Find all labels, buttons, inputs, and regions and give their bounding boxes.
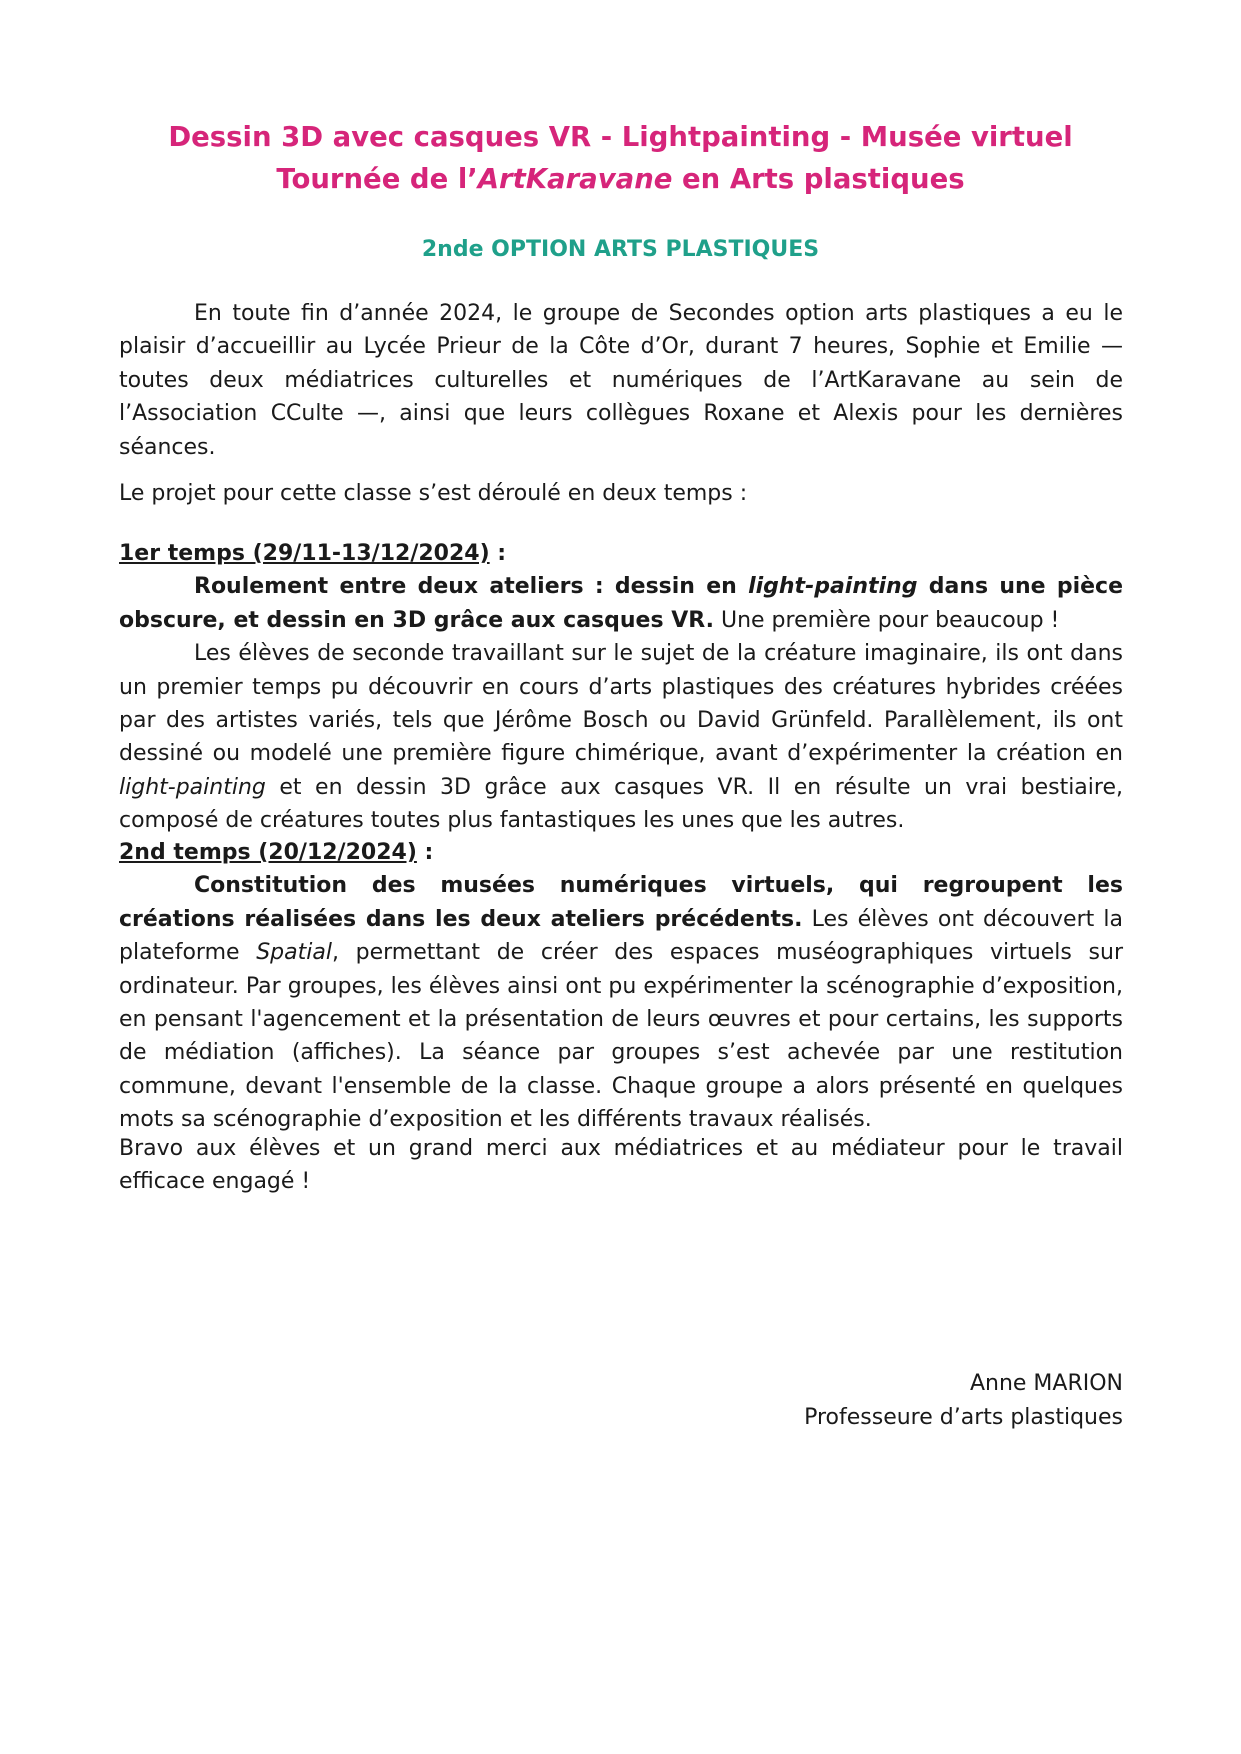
- part1-paragraph-1: [119, 570, 1123, 637]
- intro-section: [119, 297, 1123, 464]
- part2-rest: , permettant de créer des espaces muséographiques virtuels sur ordinateur. Par groupes, les élèves ainsi ont pu expérimenter la scénographie d’exposition, en pensant l'agencement et la présentation de leurs œuvres et pour certains, les supports de médiation (affiches). La séance par groupes s’est achevée par une restitution commune, devant l'ensemble de la classe. Chaque groupe a alors présenté en quelques mots sa scénographie d’exposition et les différents travaux réalisés.: [119, 940, 1123, 1133]
- part2-heading-suffix: :: [416, 840, 434, 865]
- part1-heading-text: 1er temps (29/11-13/12/2024): [119, 541, 490, 566]
- part2-section: [119, 836, 1123, 1137]
- part1-p2-italic: light-painting: [119, 774, 266, 800]
- project-intro-section: [119, 477, 1123, 510]
- title-line-2-post: en Arts plastiques: [672, 163, 965, 195]
- signature-block: [804, 1367, 1123, 1435]
- part1-paragraph-2: [119, 637, 1123, 837]
- title-line-2-pre: Tournée de l’: [276, 163, 478, 195]
- part1-after-bold: Une première pour beaucoup !: [713, 607, 1060, 633]
- part2-heading-text: 2nd temps (20/12/2024): [119, 840, 417, 865]
- part1-p2-a: Les élèves de seconde travaillant sur le sujet de la créature imaginaire, ils ont dans un premier temps pu découvrir en cours d’arts plastiques des créatures hybrides créées par des artistes variés, tels que Jérôme Bosch ou David Grünfeld. Parallèlement, ils ont dessiné ou modelé une première figure chimérique, avant d’expérimenter la création en: [119, 641, 1123, 767]
- part2-paragraph: [119, 869, 1123, 1136]
- intro-paragraph: En toute fin d’année 2024, le groupe de Secondes option arts plastiques a eu le plaisir d’accueillir au Lycée Prieur de la Côte d’Or, durant 7 heures, Sophie et Emilie — toutes deux médiatrices culturelles et numériques de l’ArtKaravane au sein de l’Association CCulte —, ainsi que leurs collègues Roxane et Alexis pour les dernières séances.: [119, 301, 1123, 460]
- closing-section: [119, 1132, 1123, 1199]
- document-subtitle: 2nde OPTION ARTS PLASTIQUES: [421, 237, 820, 262]
- part1-heading: [119, 537, 1123, 570]
- part1-p2-b: et en dessin 3D grâce aux casques VR. Il en résulte un vrai bestiaire, composé de créatures toutes plus fantastiques les unes que les autres.: [119, 774, 1123, 834]
- part1-bold-b: dans une pièce obscure, et dessin en 3D grâce aux casques VR.: [119, 574, 1123, 633]
- part1-bold-italic: light-painting: [748, 574, 918, 600]
- title-line-2-emphasis: ArtKaravane: [477, 163, 673, 195]
- part2-heading: [119, 836, 1123, 869]
- document-title: [0, 116, 1241, 200]
- signature-role: Professeure d’arts plastiques: [804, 1405, 1123, 1430]
- title-line-2: [0, 158, 1241, 200]
- part1-bold-a: Roulement entre deux ateliers : dessin en: [194, 574, 749, 600]
- part1-section: [119, 537, 1123, 838]
- part2-italic: Spatial: [256, 940, 332, 966]
- part1-heading-suffix: :: [489, 541, 507, 566]
- signature-name: Anne MARION: [969, 1371, 1123, 1396]
- project-intro-paragraph: Le projet pour cette classe s’est déroulé en deux temps :: [119, 481, 748, 506]
- closing-paragraph: Bravo aux élèves et un grand merci aux médiatrices et au médiateur pour le travail efficace engagé !: [119, 1136, 1123, 1195]
- part2-bold: Constitution des musées numériques virtuels, qui regroupent les créations réalisées dans les deux ateliers précédents.: [119, 873, 1123, 932]
- title-line-1: Dessin 3D avec casques VR - Lightpainting - Musée virtuel: [168, 121, 1073, 153]
- part2-after-bold: Les élèves ont découvert la plateforme: [119, 906, 1123, 966]
